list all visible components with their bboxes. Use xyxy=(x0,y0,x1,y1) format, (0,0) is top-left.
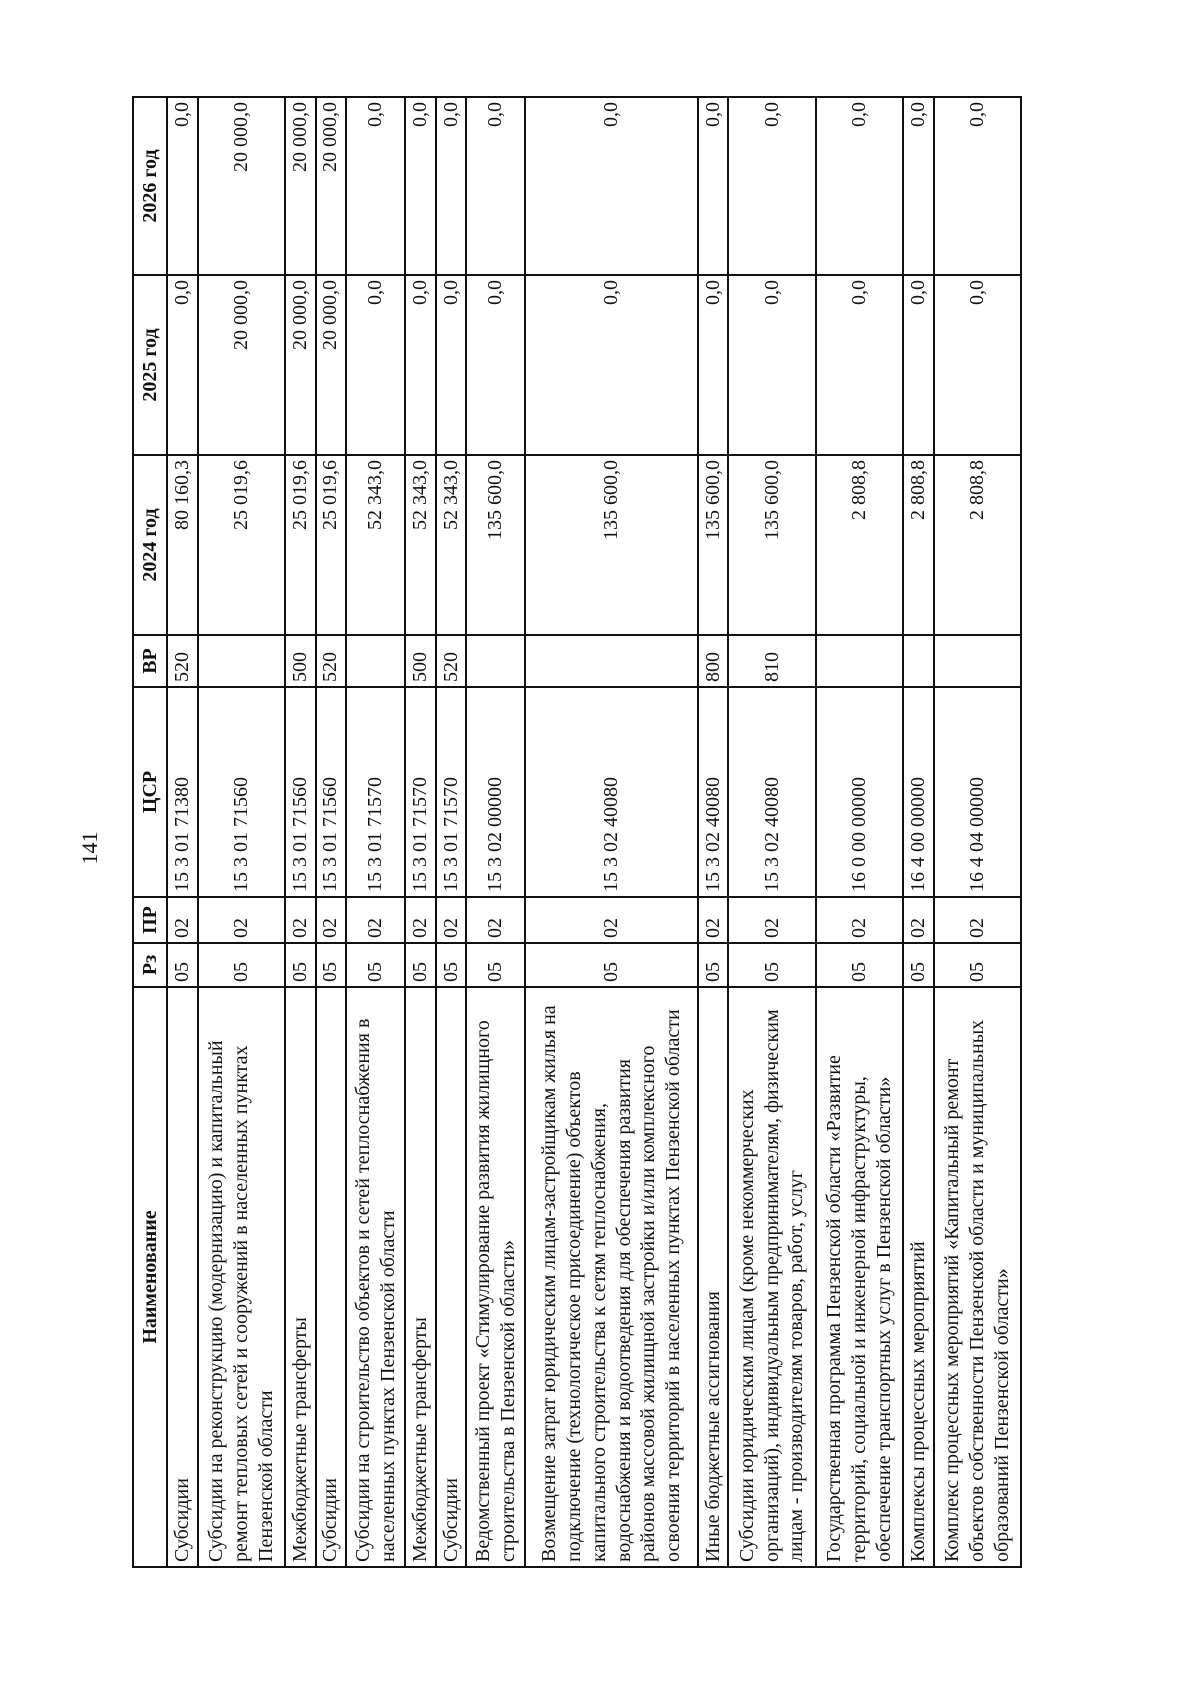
row-pr: 02 xyxy=(934,897,1021,943)
row-2025: 0,0 xyxy=(436,275,467,455)
row-pr: 02 xyxy=(346,897,405,943)
row-2025: 0,0 xyxy=(698,275,729,455)
row-2026: 20 000,0 xyxy=(285,97,316,275)
row-csr: 15 3 01 71570 xyxy=(346,687,405,897)
row-2024: 2 808,8 xyxy=(934,455,1021,635)
header-2026: 2026 год xyxy=(133,97,167,275)
row-2025: 0,0 xyxy=(466,275,525,455)
row-vr xyxy=(198,635,285,687)
row-2025: 20 000,0 xyxy=(285,275,316,455)
row-rz: 05 xyxy=(525,943,697,987)
page-number: 141 xyxy=(77,831,102,865)
header-2025: 2025 год xyxy=(133,275,167,455)
row-2025: 20 000,0 xyxy=(198,275,285,455)
table-row xyxy=(934,97,1021,1567)
row-2025: 0,0 xyxy=(903,275,934,455)
row-2024: 52 343,0 xyxy=(346,455,405,635)
row-name: Межбюджетные трансферты xyxy=(405,987,436,1567)
table-row xyxy=(525,97,697,1567)
row-2024: 135 600,0 xyxy=(525,455,697,635)
row-csr: 15 3 02 40080 xyxy=(698,687,729,897)
row-2026: 0,0 xyxy=(346,97,405,275)
row-2026: 0,0 xyxy=(816,97,903,275)
row-2024: 52 343,0 xyxy=(405,455,436,635)
row-2024: 135 600,0 xyxy=(466,455,525,635)
row-2026: 20 000,0 xyxy=(198,97,285,275)
row-name: Комплексы процессных мероприятий xyxy=(903,987,934,1567)
row-vr xyxy=(466,635,525,687)
row-vr xyxy=(903,635,934,687)
row-2026: 0,0 xyxy=(525,97,697,275)
budget-table xyxy=(132,96,1022,1568)
row-csr: 15 3 01 71560 xyxy=(285,687,316,897)
row-pr: 02 xyxy=(728,897,815,943)
rotated-table-wrapper xyxy=(132,98,1022,1568)
table-row xyxy=(436,97,467,1567)
table-row xyxy=(466,97,525,1567)
row-2024: 80 160,3 xyxy=(167,455,198,635)
row-rz: 05 xyxy=(285,943,316,987)
table-row xyxy=(346,97,405,1567)
row-2026: 0,0 xyxy=(934,97,1021,275)
row-name: Субсидии xyxy=(316,987,347,1567)
row-rz: 05 xyxy=(903,943,934,987)
row-2024: 25 019,6 xyxy=(285,455,316,635)
header-name: Наименование xyxy=(133,987,167,1567)
row-vr: 500 xyxy=(285,635,316,687)
row-vr xyxy=(934,635,1021,687)
row-2025: 0,0 xyxy=(346,275,405,455)
table-row xyxy=(198,97,285,1567)
row-vr xyxy=(525,635,697,687)
row-rz: 05 xyxy=(816,943,903,987)
row-2026: 0,0 xyxy=(167,97,198,275)
table-header-row xyxy=(133,97,167,1567)
row-2026: 0,0 xyxy=(466,97,525,275)
table-row xyxy=(698,97,729,1567)
row-vr: 520 xyxy=(316,635,347,687)
row-2026: 0,0 xyxy=(698,97,729,275)
row-2025: 0,0 xyxy=(405,275,436,455)
row-pr: 02 xyxy=(316,897,347,943)
row-2026: 20 000,0 xyxy=(316,97,347,275)
row-csr: 15 3 02 00000 xyxy=(466,687,525,897)
row-csr: 16 0 00 00000 xyxy=(816,687,903,897)
row-2025: 0,0 xyxy=(816,275,903,455)
row-2024: 2 808,8 xyxy=(903,455,934,635)
header-csr: ЦСР xyxy=(133,687,167,897)
row-2024: 2 808,8 xyxy=(816,455,903,635)
row-csr: 15 3 01 71570 xyxy=(436,687,467,897)
row-name: Субсидии xyxy=(436,987,467,1567)
row-csr: 15 3 01 71560 xyxy=(198,687,285,897)
row-rz: 05 xyxy=(934,943,1021,987)
row-name: Ведомственный проект «Стимулирование развития жилищного строительства в Пензенской области» xyxy=(466,987,525,1567)
row-2025: 20 000,0 xyxy=(316,275,347,455)
row-pr: 02 xyxy=(903,897,934,943)
row-csr: 15 3 01 71570 xyxy=(405,687,436,897)
table-row xyxy=(285,97,316,1567)
row-rz: 05 xyxy=(167,943,198,987)
row-2026: 0,0 xyxy=(903,97,934,275)
row-name: Комплекс процессных мероприятий «Капитальный ремонт объектов собственности Пензенской области и муниципальных образований Пензенской области» xyxy=(934,987,1021,1567)
row-rz: 05 xyxy=(346,943,405,987)
row-2024: 25 019,6 xyxy=(198,455,285,635)
row-vr: 500 xyxy=(405,635,436,687)
row-vr xyxy=(346,635,405,687)
row-name: Субсидии xyxy=(167,987,198,1567)
table-row xyxy=(728,97,815,1567)
row-rz: 05 xyxy=(198,943,285,987)
row-2025: 0,0 xyxy=(728,275,815,455)
row-name: Межбюджетные трансферты xyxy=(285,987,316,1567)
row-pr: 02 xyxy=(167,897,198,943)
row-vr: 520 xyxy=(167,635,198,687)
table-row xyxy=(903,97,934,1567)
row-name: Субсидии на строительство объектов и сетей теплоснабжения в населенных пунктах Пензенской области xyxy=(346,987,405,1567)
row-name: Возмещение затрат юридическим лицам-застройщикам жилья на подключение (технологическое присоединение) объектов капитального строительства к сетям теплоснабжения, водоснабжения и водоотведения для обеспечения развития районов массовой жилищной застройки и/или комплексного освоения территорий в населенных пунктах Пензенской области xyxy=(525,987,697,1567)
row-pr: 02 xyxy=(525,897,697,943)
row-pr: 02 xyxy=(198,897,285,943)
row-name: Субсидии юридическим лицам (кроме некоммерческих организаций), индивидуальным предпринимателям, физическим лицам - производителям товаров, работ, услуг xyxy=(728,987,815,1567)
row-2025: 0,0 xyxy=(525,275,697,455)
table-row xyxy=(167,97,198,1567)
row-rz: 05 xyxy=(466,943,525,987)
row-vr: 520 xyxy=(436,635,467,687)
row-pr: 02 xyxy=(405,897,436,943)
row-2026: 0,0 xyxy=(436,97,467,275)
row-pr: 02 xyxy=(285,897,316,943)
row-pr: 02 xyxy=(436,897,467,943)
table-row xyxy=(405,97,436,1567)
row-csr: 16 4 04 00000 xyxy=(934,687,1021,897)
row-pr: 02 xyxy=(816,897,903,943)
row-2024: 52 343,0 xyxy=(436,455,467,635)
row-csr: 16 4 00 00000 xyxy=(903,687,934,897)
row-vr xyxy=(816,635,903,687)
row-name: Государственная программа Пензенской области «Развитие территорий, социальной и инженерной инфраструктуры, обеспечение транспортных услуг в Пензенской области» xyxy=(816,987,903,1567)
row-2026: 0,0 xyxy=(405,97,436,275)
row-2026: 0,0 xyxy=(728,97,815,275)
row-rz: 05 xyxy=(316,943,347,987)
header-2024: 2024 год xyxy=(133,455,167,635)
row-name: Субсидии на реконструкцию (модернизацию) и капитальный ремонт тепловых сетей и сооружений в населенных пунктах Пензенской области xyxy=(198,987,285,1567)
row-csr: 15 3 01 71560 xyxy=(316,687,347,897)
row-2025: 0,0 xyxy=(934,275,1021,455)
row-csr: 15 3 01 71380 xyxy=(167,687,198,897)
row-2024: 25 019,6 xyxy=(316,455,347,635)
row-vr: 800 xyxy=(698,635,729,687)
row-name: Иные бюджетные ассигнования xyxy=(698,987,729,1567)
row-pr: 02 xyxy=(698,897,729,943)
row-2024: 135 600,0 xyxy=(698,455,729,635)
row-rz: 05 xyxy=(436,943,467,987)
row-2024: 135 600,0 xyxy=(728,455,815,635)
row-rz: 05 xyxy=(405,943,436,987)
header-vr: ВР xyxy=(133,635,167,687)
table-row xyxy=(316,97,347,1567)
row-csr: 15 3 02 40080 xyxy=(728,687,815,897)
row-csr: 15 3 02 40080 xyxy=(525,687,697,897)
row-pr: 02 xyxy=(466,897,525,943)
header-rz: Рз xyxy=(133,943,167,987)
row-2025: 0,0 xyxy=(167,275,198,455)
row-rz: 05 xyxy=(698,943,729,987)
table-row xyxy=(816,97,903,1567)
row-rz: 05 xyxy=(728,943,815,987)
header-pr: ПР xyxy=(133,897,167,943)
row-vr: 810 xyxy=(728,635,815,687)
